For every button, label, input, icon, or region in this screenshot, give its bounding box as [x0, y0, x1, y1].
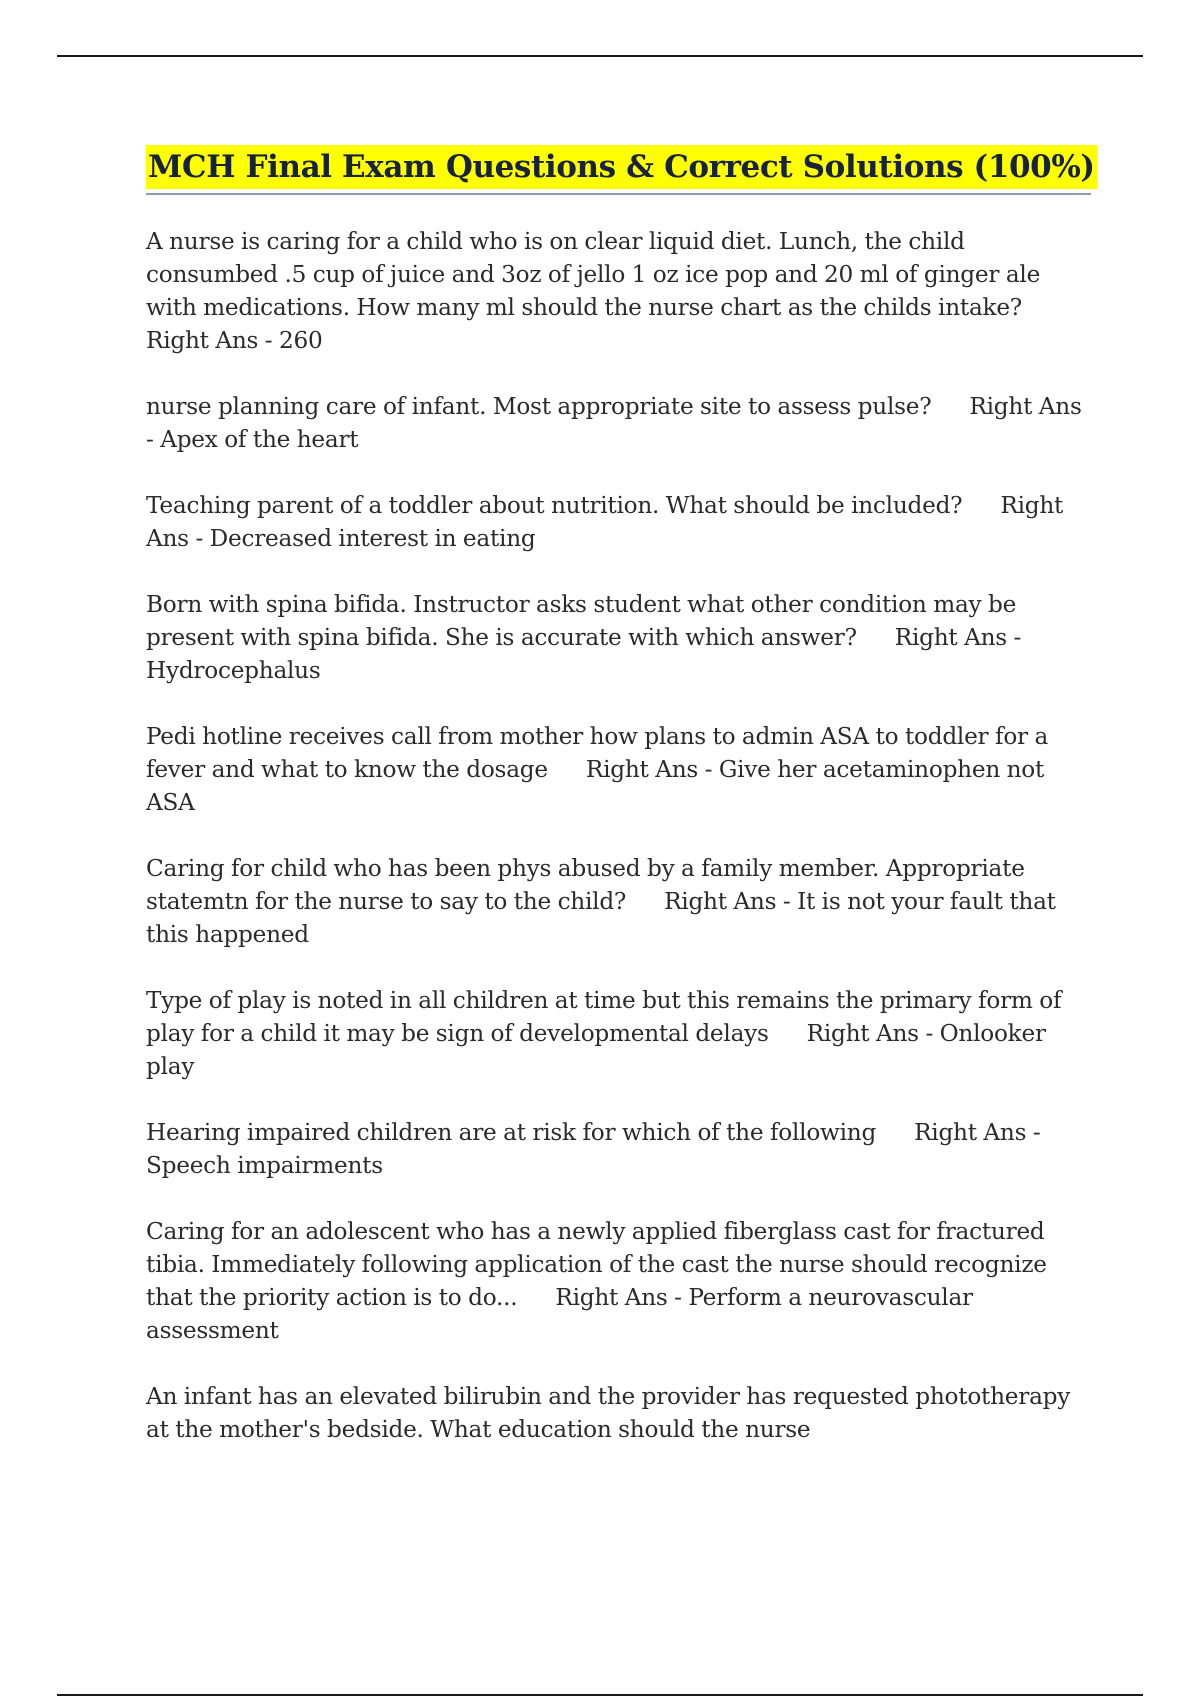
question-text: Type of play is noted in all children at time but this remains the primary form of play for a child it may be sign of developmental delays	[146, 987, 1062, 1047]
qa-item-7	[146, 984, 1091, 1083]
question-text: Pedi hotline receives call from mother how plans to admin ASA to toddler for a fever and what to know the dosage	[146, 723, 1049, 783]
question-text: Hearing impaired children are at risk for which of the following	[146, 1119, 877, 1146]
answer-text: Right Ans - It is not your fault that this happened	[146, 888, 1056, 948]
qa-item-5	[146, 720, 1091, 819]
qa-item-6	[146, 852, 1091, 951]
bottom-page-rule	[57, 1694, 1143, 1696]
answer-text: Right Ans - Give her acetaminophen not ASA	[146, 756, 1045, 816]
question-text: Caring for child who has been phys abused by a family member. Appropriate statemtn for the nurse to say to the child?	[146, 855, 1025, 915]
answer-text: Right Ans - Perform a neurovascular assessment	[146, 1284, 973, 1344]
question-text: nurse planning care of infant. Most appropriate site to assess pulse?	[146, 393, 932, 420]
qa-item-3	[146, 489, 1091, 555]
answer-text: Right Ans - 260	[146, 327, 323, 354]
document-body	[146, 145, 1095, 1479]
answer-text: Right Ans - Hydrocephalus	[146, 624, 1022, 684]
answer-text: Right Ans - Onlooker play	[146, 1020, 1046, 1080]
question-text: Born with spina bifida. Instructor asks student what other condition may be present with spina bifida. She is accurate with which answer?	[146, 591, 1017, 651]
answer-text: Right Ans - Apex of the heart	[146, 393, 1082, 453]
qa-item-9	[146, 1215, 1091, 1347]
title-block	[146, 145, 1095, 195]
question-text: An infant has an elevated bilirubin and the provider has requested phototherapy at the mother's bedside. What education should the nurse	[146, 1383, 1071, 1443]
answer-text: Right Ans - Speech impairments	[146, 1119, 1041, 1179]
question-text: Caring for an adolescent who has a newly applied fiberglass cast for fractured tibia. Immediately following application of the cast the nurse should recognize that the priority action is to do...	[146, 1218, 1047, 1311]
qa-item-8	[146, 1116, 1091, 1182]
qa-item-2	[146, 390, 1091, 456]
document-title: MCH Final Exam Questions & Correct Solutions (100%)	[146, 145, 1097, 189]
question-text: Teaching parent of a toddler about nutrition. What should be included?	[146, 492, 963, 519]
question-text: A nurse is caring for a child who is on clear liquid diet. Lunch, the child consumbed .5 cup of juice and 3oz of jello 1 oz ice pop and 20 ml of ginger ale with medications. How many ml should the nurse chart as the childs intake?	[146, 228, 1041, 321]
qa-item-4	[146, 588, 1091, 687]
top-page-rule	[57, 55, 1143, 57]
qa-item-1	[146, 225, 1091, 357]
qa-item-10	[146, 1380, 1091, 1446]
answer-text: Right Ans - Decreased interest in eating	[146, 492, 1064, 552]
